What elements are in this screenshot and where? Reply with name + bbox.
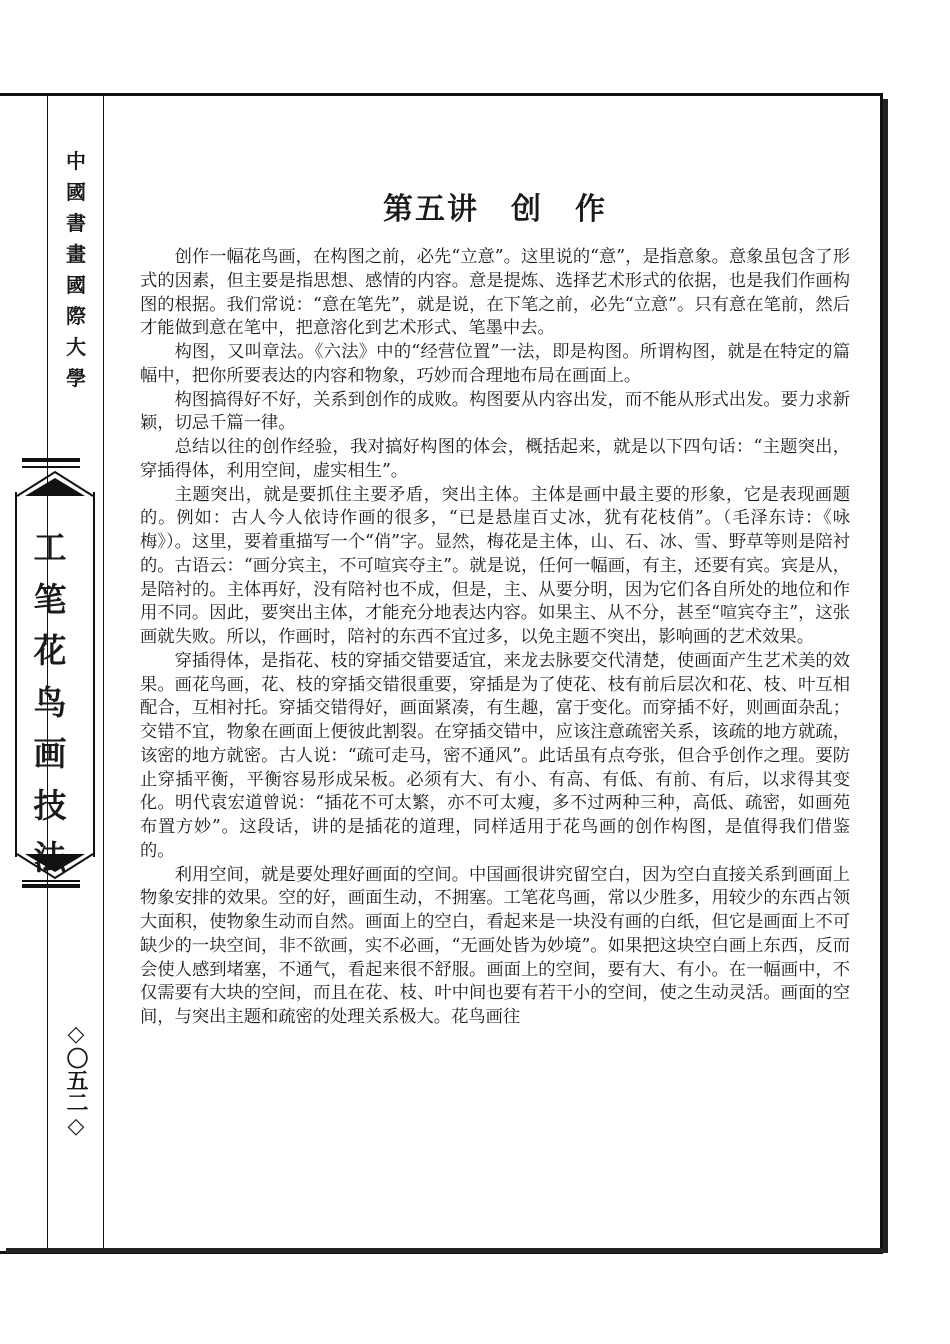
paragraph: 利用空间，就是要处理好画面的空间。中国画很讲究留空白，因为空白直接关系到画面上物象安排的效果。空的好，画面生动，不拥塞。工笔花鸟画，常以少胜多，用较少的东西占领大面积，使物象生动而自然。画面上的空白，看起来是一块没有画的白纸，但它是画面上不可缺少的一块空间，非不欲画，实不必画，“无画处皆为妙境”。如果把这块空白画上东西，反而会使人感到堵塞，不通气，看起来很不舒服。画面上的空间，要有大、有小。在一幅画中，不仅需要有大块的空间，而且在花、枝、叶中间也要有若干小的空间，使之生动灵活。画面的空间，与突出主题和疏密的处理关系极大。花鸟画往 xyxy=(140,864,850,1027)
cartouche-top-bar-1 xyxy=(22,458,80,462)
chapter-body xyxy=(140,246,850,1030)
sidebar-rule-right xyxy=(103,96,104,1248)
book-title: 工 笔 花 鸟 画 技 xyxy=(33,528,67,825)
paragraph: 构图，又叫章法。《六法》中的“经营位置”一法，即是构图。所谓构图，就是在特定的篇幅中，把你所要表达的内容和物象，巧妙而合理地布局在画面上。 xyxy=(140,342,850,386)
series-title: 中 國 書 畫 國 際 大 學 xyxy=(66,149,86,390)
paragraph: 构图搞得好不好，关系到创作的成败。构图要从内容出发，而不能从形式出发。要力求新颖，切忌千篇一律。 xyxy=(140,389,850,434)
cartouche-bottom-bar-2 xyxy=(22,884,80,888)
paragraph: 穿插得体，是指花、枝的穿插交错要适宜，来龙去脉要交代清楚，使画面产生艺术美的效果。画花鸟画，花、枝的穿插交错很重要，穿插是为了使花、枝有前后层次和花、枝、叶互相配合，互相衬托。穿插交错得好，画面紧凑，有生趣，富于变化。而穿插不好，则画面杂乱；交错不宜，物象在画面上便彼此割裂。在穿插交错中，应该注意疏密关系，该疏的地方就疏，该密的地方就密。古人说：“疏可走马，密不通风”。此话虽有点夸张，但合乎创作之理。要防止穿插平衡，平衡容易形成呆板。必须有大、有小、有高、有低、有前、有后，以求得其变化。明代袁宏道曾说：“插花不可太繁，亦不可太瘦，多不过两种三种，高低、疏密，如画苑布置方妙”。这段话，讲的是插花的道理，同样适用于花鸟画的创作构图，是值得我们借鉴的。 xyxy=(140,650,850,861)
frame-shadow-right xyxy=(883,99,888,1253)
cartouche-bottom-chevron xyxy=(15,852,95,880)
cartouche-bottom-bar-1 xyxy=(22,880,80,882)
paragraph: 总结以往的创作经验，我对搞好构图的体会，概括起来，就是以下四句话：“主题突出，穿插得体，利用空间，虚实相生”。 xyxy=(140,437,850,481)
chapter-heading: 第五讲 创 作 xyxy=(383,192,607,227)
page-number-text: ◇〇五二◇ xyxy=(63,1021,89,1139)
cartouche-top-bar-2 xyxy=(22,466,80,468)
page-number xyxy=(50,1021,102,1139)
paragraph: 主题突出，就是要抓住主要矛盾，突出主体。主体是画中最主要的形象，它是表现画题的。例如：古人今人依诗作画的很多，“已是悬崖百丈冰，犹有花枝俏”。（毛泽东诗：《咏梅》）。这里，要着重描写一个“俏”字。显然，梅花是主体，山、石、冰、雪、野草等则是陪衬的。古语云：“画分宾主，不可喧宾夺主”。就是说，任何一幅画，有主，还要有宾。宾是从，是陪衬的。主体再好，没有陪衬也不成，但是，主、从要分明，因为它们各自所处的地位和作用不同。因此，要突出主体，才能充分地表达内容。如果主、从不分，甚至“喧宾夺主”，这张画就失败。所以，作画时，陪衬的东西不宜过多，以免主题不突出，影响画的艺术效果。 xyxy=(140,484,850,647)
paragraph: 创作一幅花鸟画，在构图之前，必先“立意”。这里说的“意”，是指意象。意象虽包含了形式的因素，但主要是指思想、感情的内容。意是提炼、选择艺术形式的依据，也是我们作画构图的根据。我们常说：“意在笔先”，就是说，在下笔之前，必先“立意”。只有意在笔前，然后才能做到意在笔中，把意溶化到艺术形式、笔墨中去。 xyxy=(140,247,850,339)
frame-shadow-bottom xyxy=(6,1248,888,1253)
